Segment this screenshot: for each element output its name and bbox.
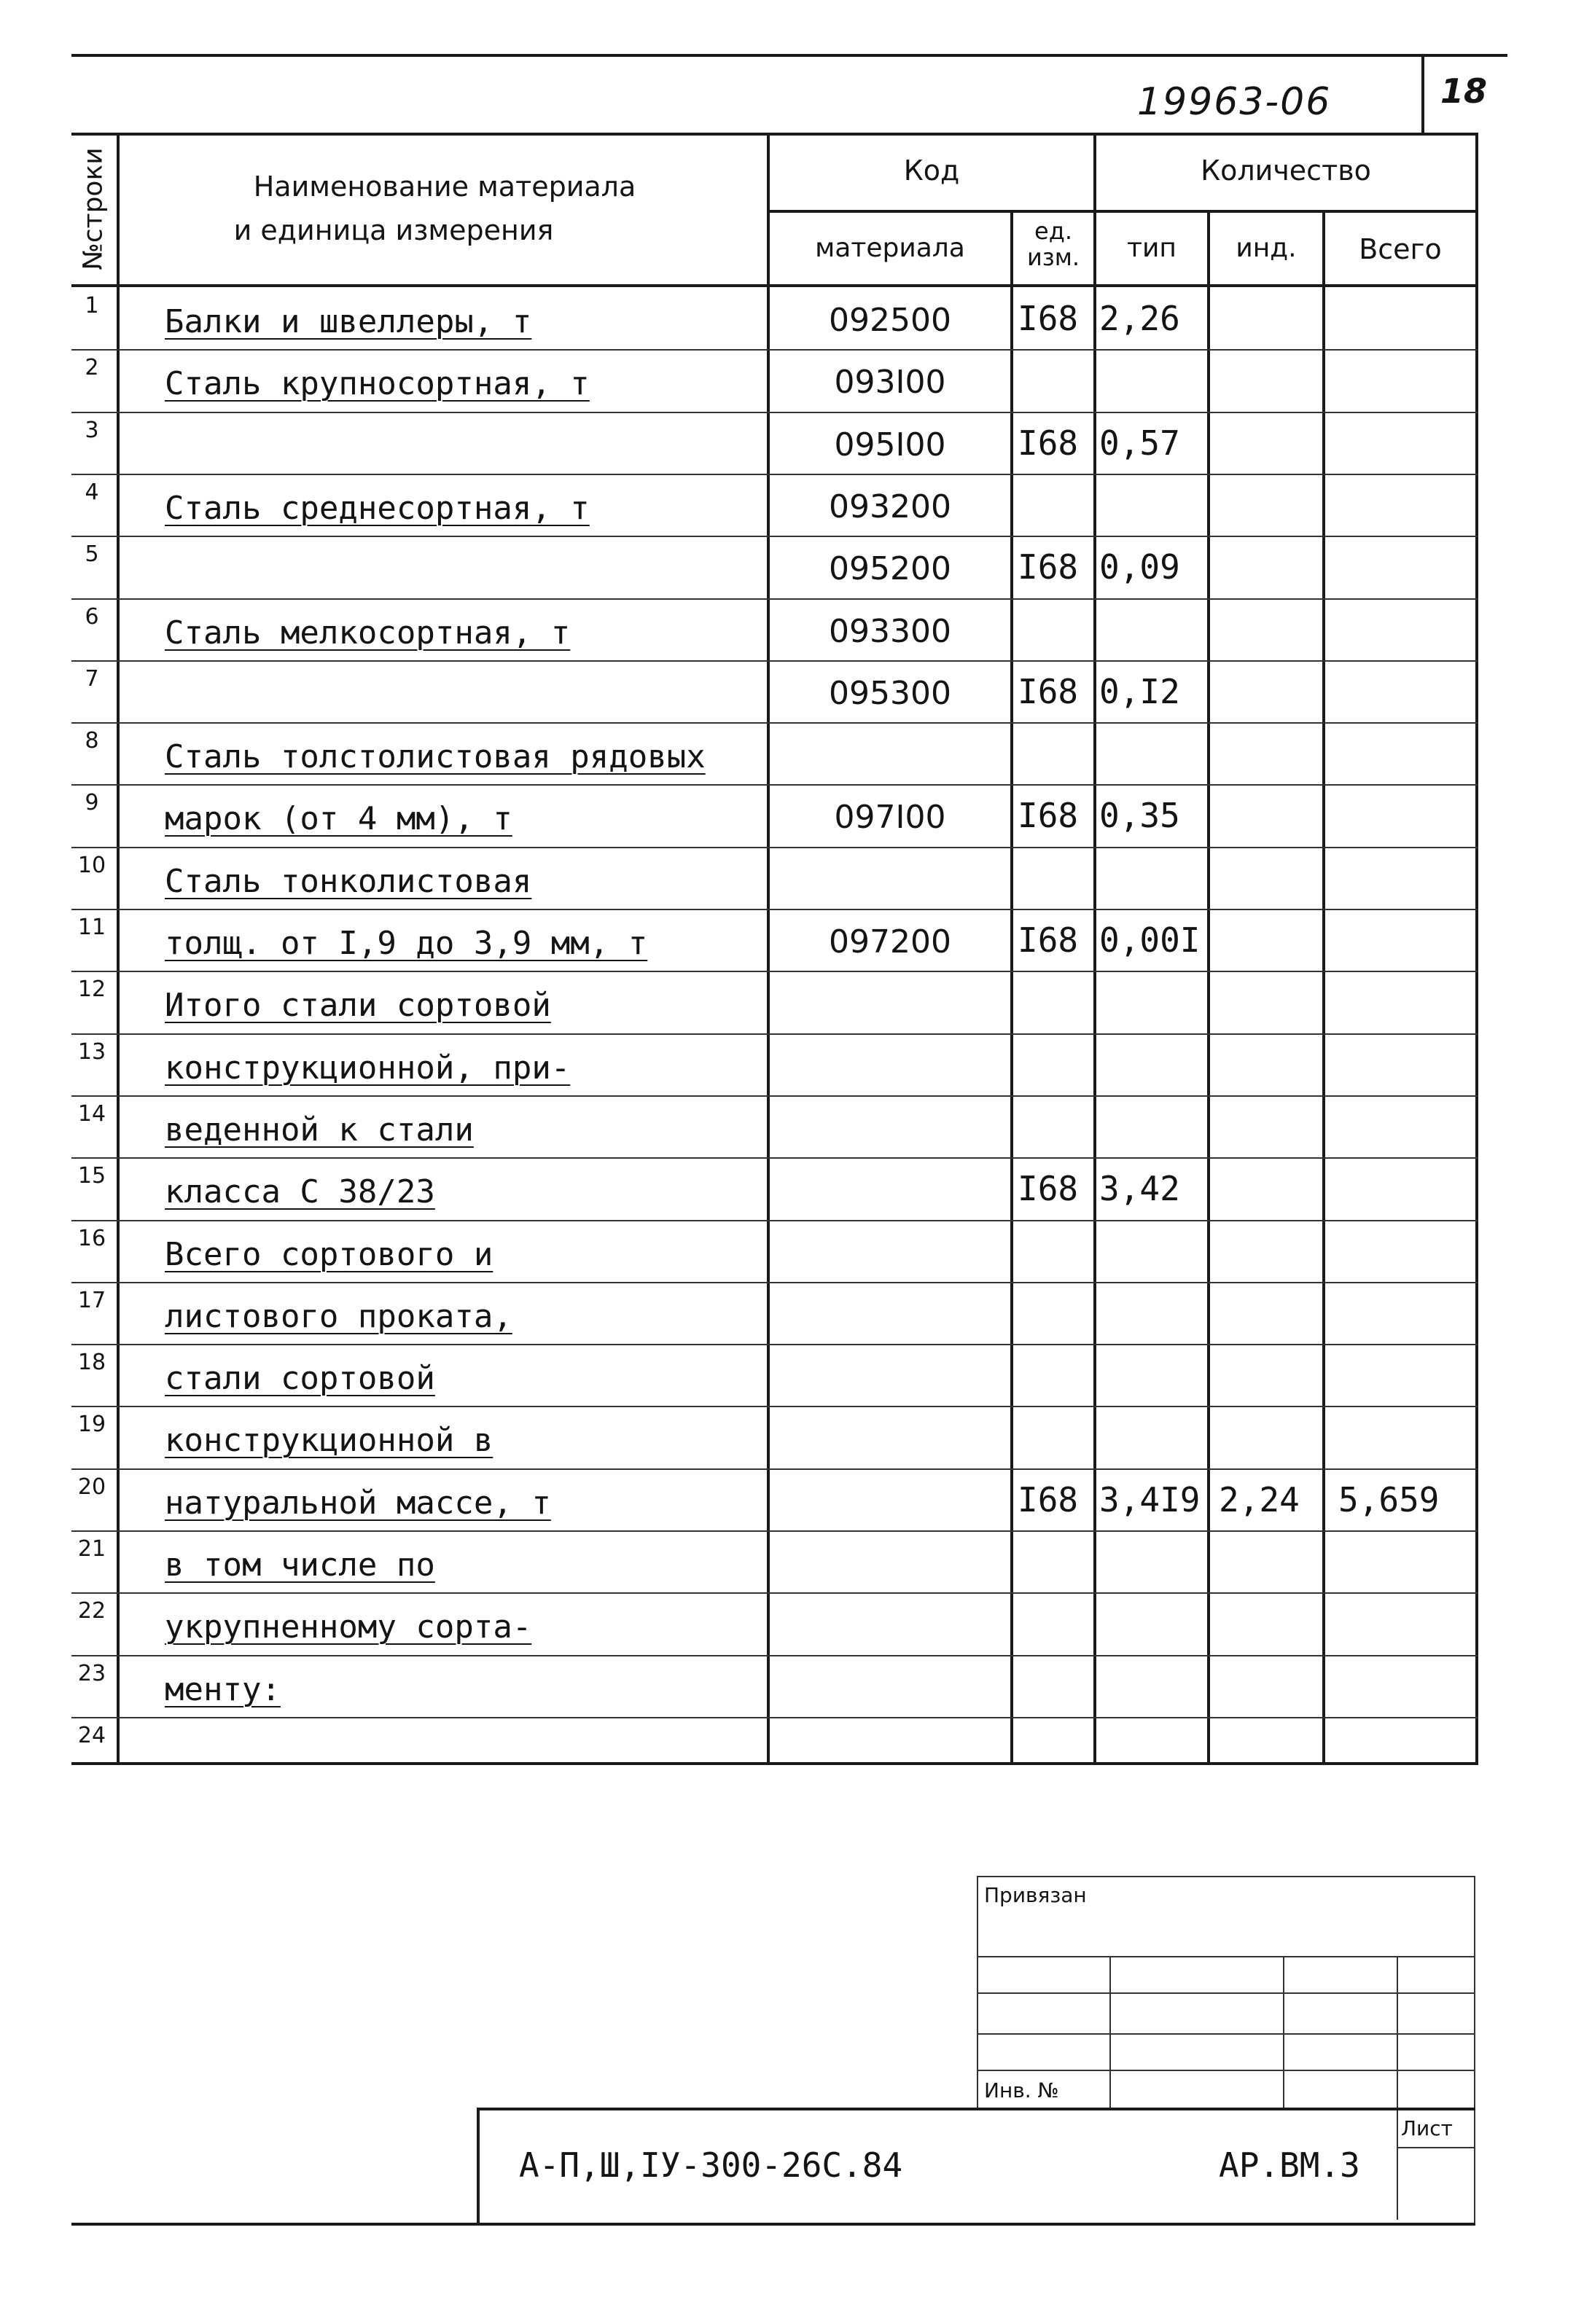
table-row xyxy=(0,1655,1592,1717)
project-code: А-П,Ш,IУ-300-26С.84 xyxy=(519,2145,903,2185)
material-code: 093300 xyxy=(829,612,951,650)
sheet-code: АР.ВМ.3 xyxy=(1219,2145,1360,2185)
material-name: класса С 38/23 xyxy=(165,1173,435,1211)
unit-code: I68 xyxy=(1018,299,1079,338)
row-number: 24 xyxy=(77,1722,106,1748)
row-number: 16 xyxy=(77,1225,106,1251)
sheet-label: Лист xyxy=(1401,2116,1453,2140)
ind-header: инд. xyxy=(1236,233,1297,263)
row-divider xyxy=(71,412,1478,413)
material-name: Сталь среднесортная, т xyxy=(165,489,590,527)
row-number: 22 xyxy=(77,1598,106,1624)
table-row xyxy=(0,287,1592,349)
row-number-header: №строки xyxy=(78,147,109,270)
row-divider xyxy=(71,1157,1478,1159)
material-name: Всего сортового и xyxy=(165,1235,493,1273)
row-divider xyxy=(71,847,1478,848)
code-quantity-subheader-line xyxy=(767,210,1478,213)
quantity-typ: 0,00I xyxy=(1099,920,1201,960)
row-number: 8 xyxy=(85,728,99,754)
row-number: 2 xyxy=(85,355,99,381)
table-row xyxy=(0,722,1592,784)
row-divider xyxy=(71,1592,1478,1594)
title-block-left xyxy=(477,2108,480,2224)
material-code: 095300 xyxy=(829,674,951,712)
row-number: 21 xyxy=(77,1536,106,1562)
material-name: стали сортовой xyxy=(165,1360,435,1398)
row-number: 23 xyxy=(77,1660,106,1686)
table-row xyxy=(0,1592,1592,1654)
row-number: 11 xyxy=(77,915,106,940)
name-header-line1: Наименование материала xyxy=(253,171,636,203)
row-divider xyxy=(71,1033,1478,1035)
row-divider xyxy=(71,1655,1478,1656)
material-code: 097I00 xyxy=(834,799,946,837)
stamp-line-3 xyxy=(977,2033,1475,2035)
row-number: 7 xyxy=(85,665,99,692)
row-divider xyxy=(71,784,1478,786)
stamp-line-1 xyxy=(977,1956,1475,1957)
material-code-header: материала xyxy=(815,233,965,263)
row-divider xyxy=(71,474,1478,475)
material-name: конструкционной в xyxy=(165,1422,493,1460)
row-number: 14 xyxy=(77,1100,106,1127)
quantity-typ: 0,57 xyxy=(1099,423,1180,463)
quantity-typ: 0,35 xyxy=(1099,796,1180,836)
row-divider xyxy=(71,1220,1478,1221)
quantity-typ: 2,26 xyxy=(1099,299,1180,338)
row-number: 3 xyxy=(85,417,99,443)
table-row xyxy=(0,598,1592,660)
stamp-col-1 xyxy=(1109,1957,1111,2110)
row-number: 15 xyxy=(77,1163,106,1189)
table-row xyxy=(0,1282,1592,1344)
row-number: 13 xyxy=(77,1038,106,1065)
title-block-top xyxy=(478,2108,1475,2110)
material-code: 095I00 xyxy=(834,426,946,463)
typ-header: тип xyxy=(1127,233,1177,263)
material-name: укрупненному сорта- xyxy=(165,1608,532,1646)
row-divider xyxy=(71,971,1478,972)
unit-header-line2: изм. xyxy=(1026,243,1080,271)
unit-code: I68 xyxy=(1018,671,1079,711)
quantity-ind: 2,24 xyxy=(1219,1479,1300,1519)
name-header-line2: и единица измерения xyxy=(233,214,554,246)
row-divider xyxy=(71,660,1478,662)
material-name: Сталь тонколистовая xyxy=(165,862,532,900)
row-divider xyxy=(71,349,1478,351)
stamp-line-4 xyxy=(977,2070,1475,2071)
material-code: 092500 xyxy=(829,302,951,339)
inv-number-label: Инв. № xyxy=(984,2078,1059,2102)
stamp-line-2 xyxy=(977,1992,1475,1994)
unit-code: I68 xyxy=(1018,423,1079,463)
table-row xyxy=(0,474,1592,536)
material-name: натуральной массе, т xyxy=(165,1484,551,1522)
material-name: Сталь мелкосортная, т xyxy=(165,614,571,652)
table-row xyxy=(0,1717,1592,1779)
row-number: 6 xyxy=(85,603,99,630)
material-name: Сталь толстолистовая рядовых xyxy=(165,738,706,776)
row-divider xyxy=(71,598,1478,600)
row-divider xyxy=(71,536,1478,537)
row-number: 19 xyxy=(77,1412,106,1438)
material-code: 095200 xyxy=(829,550,951,588)
total-header: Всего xyxy=(1359,233,1442,265)
table-row xyxy=(0,1406,1592,1468)
row-divider xyxy=(71,1468,1478,1470)
row-divider xyxy=(71,1717,1478,1718)
material-name: листового проката, xyxy=(165,1297,512,1335)
material-name: конструкционной, при- xyxy=(165,1049,571,1087)
row-number: 17 xyxy=(77,1287,106,1313)
document-number: 19963-06 xyxy=(1137,80,1332,124)
row-divider xyxy=(71,1406,1478,1407)
row-number: 9 xyxy=(85,790,99,816)
material-name: веденной к стали xyxy=(165,1111,474,1149)
table-row xyxy=(0,412,1592,474)
quantity-typ: 3,42 xyxy=(1099,1169,1180,1209)
row-divider xyxy=(71,1095,1478,1097)
sheet-box-divider xyxy=(1421,54,1424,134)
table-row xyxy=(0,1530,1592,1592)
unit-code: I68 xyxy=(1018,547,1079,587)
table-row xyxy=(0,1468,1592,1530)
material-name: толщ. от I,9 до 3,9 мм, т xyxy=(165,925,648,962)
row-number: 5 xyxy=(85,541,99,568)
row-number: 12 xyxy=(77,977,106,1003)
material-name: марок (от 4 мм), т xyxy=(165,800,512,838)
quantity-typ: 3,4I9 xyxy=(1099,1479,1201,1519)
table-row xyxy=(0,909,1592,971)
sheet-label-line xyxy=(1397,2147,1474,2148)
row-number: 1 xyxy=(85,293,99,318)
stamp-right-line xyxy=(1474,1876,1475,2226)
linked-label: Привязан xyxy=(984,1883,1087,1907)
material-name: Балки и швеллеры, т xyxy=(165,303,532,340)
material-name: Итого стали сортовой xyxy=(165,987,551,1025)
table-row xyxy=(0,784,1592,846)
row-divider xyxy=(71,1344,1478,1345)
unit-code: I68 xyxy=(1018,1169,1079,1209)
page-bottom-rule xyxy=(71,2223,1475,2226)
material-name: в том числе по xyxy=(165,1546,435,1584)
table-row xyxy=(0,1344,1592,1406)
table-row xyxy=(0,536,1592,598)
table-top-border xyxy=(71,133,1478,136)
material-code: 093200 xyxy=(829,488,951,525)
unit-header-line1: ед. xyxy=(1034,217,1072,245)
row-divider xyxy=(71,722,1478,724)
quantity-typ: 0,09 xyxy=(1099,547,1180,587)
row-number: 10 xyxy=(77,852,106,878)
table-row xyxy=(0,1033,1592,1095)
table-row xyxy=(0,971,1592,1033)
table-row xyxy=(0,1220,1592,1282)
table-row xyxy=(0,349,1592,411)
table-row xyxy=(0,847,1592,909)
quantity-typ: 0,I2 xyxy=(1099,671,1180,711)
row-divider xyxy=(71,1282,1478,1283)
unit-code: I68 xyxy=(1018,1479,1079,1519)
table-row xyxy=(0,660,1592,722)
row-number: 20 xyxy=(77,1474,106,1500)
top-rule xyxy=(71,54,1507,57)
material-name: Сталь крупносортная, т xyxy=(165,365,590,403)
row-divider xyxy=(71,1530,1478,1532)
material-code: 097200 xyxy=(829,923,951,960)
material-name: менту: xyxy=(165,1670,281,1708)
row-divider xyxy=(71,909,1478,910)
row-number: 4 xyxy=(85,479,99,505)
row-number: 18 xyxy=(77,1350,106,1376)
material-code: 093I00 xyxy=(834,364,946,402)
stamp-top-line xyxy=(977,1876,1475,1877)
stamp-col-2 xyxy=(1283,1957,1284,2110)
code-header: Код xyxy=(903,154,960,187)
sheet-number: 18 xyxy=(1440,71,1488,111)
quantity-header: Количество xyxy=(1201,154,1371,187)
stamp-col-3 xyxy=(1397,1957,1398,2220)
table-row xyxy=(0,1095,1592,1157)
unit-code: I68 xyxy=(1018,920,1079,960)
unit-code: I68 xyxy=(1018,796,1079,836)
table-row xyxy=(0,1157,1592,1219)
quantity-total: 5,659 xyxy=(1338,1479,1440,1519)
